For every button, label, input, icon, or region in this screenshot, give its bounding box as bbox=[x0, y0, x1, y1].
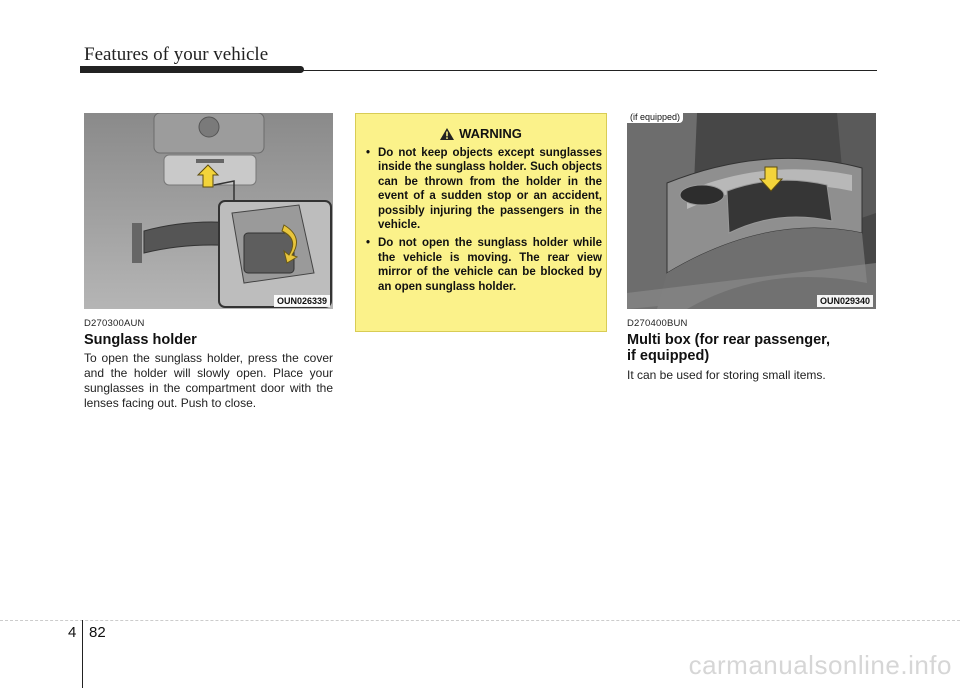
warning-triangle-icon bbox=[440, 128, 454, 140]
header-rule bbox=[300, 70, 877, 71]
warning-list bbox=[366, 146, 602, 298]
sunglass-holder-figure bbox=[84, 113, 333, 309]
header-bar bbox=[80, 66, 304, 73]
watermark: carmanualsonline.info bbox=[688, 650, 952, 680]
page-number: 82 bbox=[89, 624, 106, 641]
chapter-number: 4 bbox=[68, 624, 77, 641]
warning-box bbox=[355, 113, 607, 332]
section-heading-line1: Multi box (for rear passenger, bbox=[627, 332, 831, 348]
warning-item: • Do not open the sunglass holder while the vehicle is moving. The rear view mirror of the vehicle can be blocked by an open sunglass holder. bbox=[366, 236, 602, 294]
section-body: To open the sunglass holder, press the cover and the holder will slowly open. Place your sunglasses in the compartment door with the lenses facing out. Push to close. bbox=[84, 351, 333, 410]
warning-item: • Do not keep objects except sunglasses inside the sunglass holder. Such objects can be thrown from the holder in the event of a sudden stop or an accident, possibly injuring the passengers in the vehicle. bbox=[366, 146, 602, 232]
warning-title: WARNING bbox=[459, 126, 522, 141]
multi-box-figure bbox=[627, 113, 876, 309]
section-heading-line2: if equipped) bbox=[627, 348, 710, 364]
footer-rule bbox=[0, 620, 960, 621]
warning-header bbox=[356, 126, 606, 141]
footer-divider bbox=[82, 620, 83, 688]
multi-box-illustration bbox=[627, 113, 876, 309]
section-body: It can be used for storing small items. bbox=[627, 368, 826, 382]
section-code: D270300AUN bbox=[84, 318, 145, 329]
figure-caption: OUN026339 bbox=[274, 295, 330, 307]
section-code: D270400BUN bbox=[627, 318, 688, 329]
page-header-title: Features of your vehicle bbox=[84, 44, 269, 65]
figure-caption: OUN029340 bbox=[817, 295, 873, 307]
sunglass-holder-illustration bbox=[84, 113, 333, 309]
section-heading: Sunglass holder bbox=[84, 332, 197, 348]
figure-top-label: (if equipped) bbox=[627, 113, 683, 123]
